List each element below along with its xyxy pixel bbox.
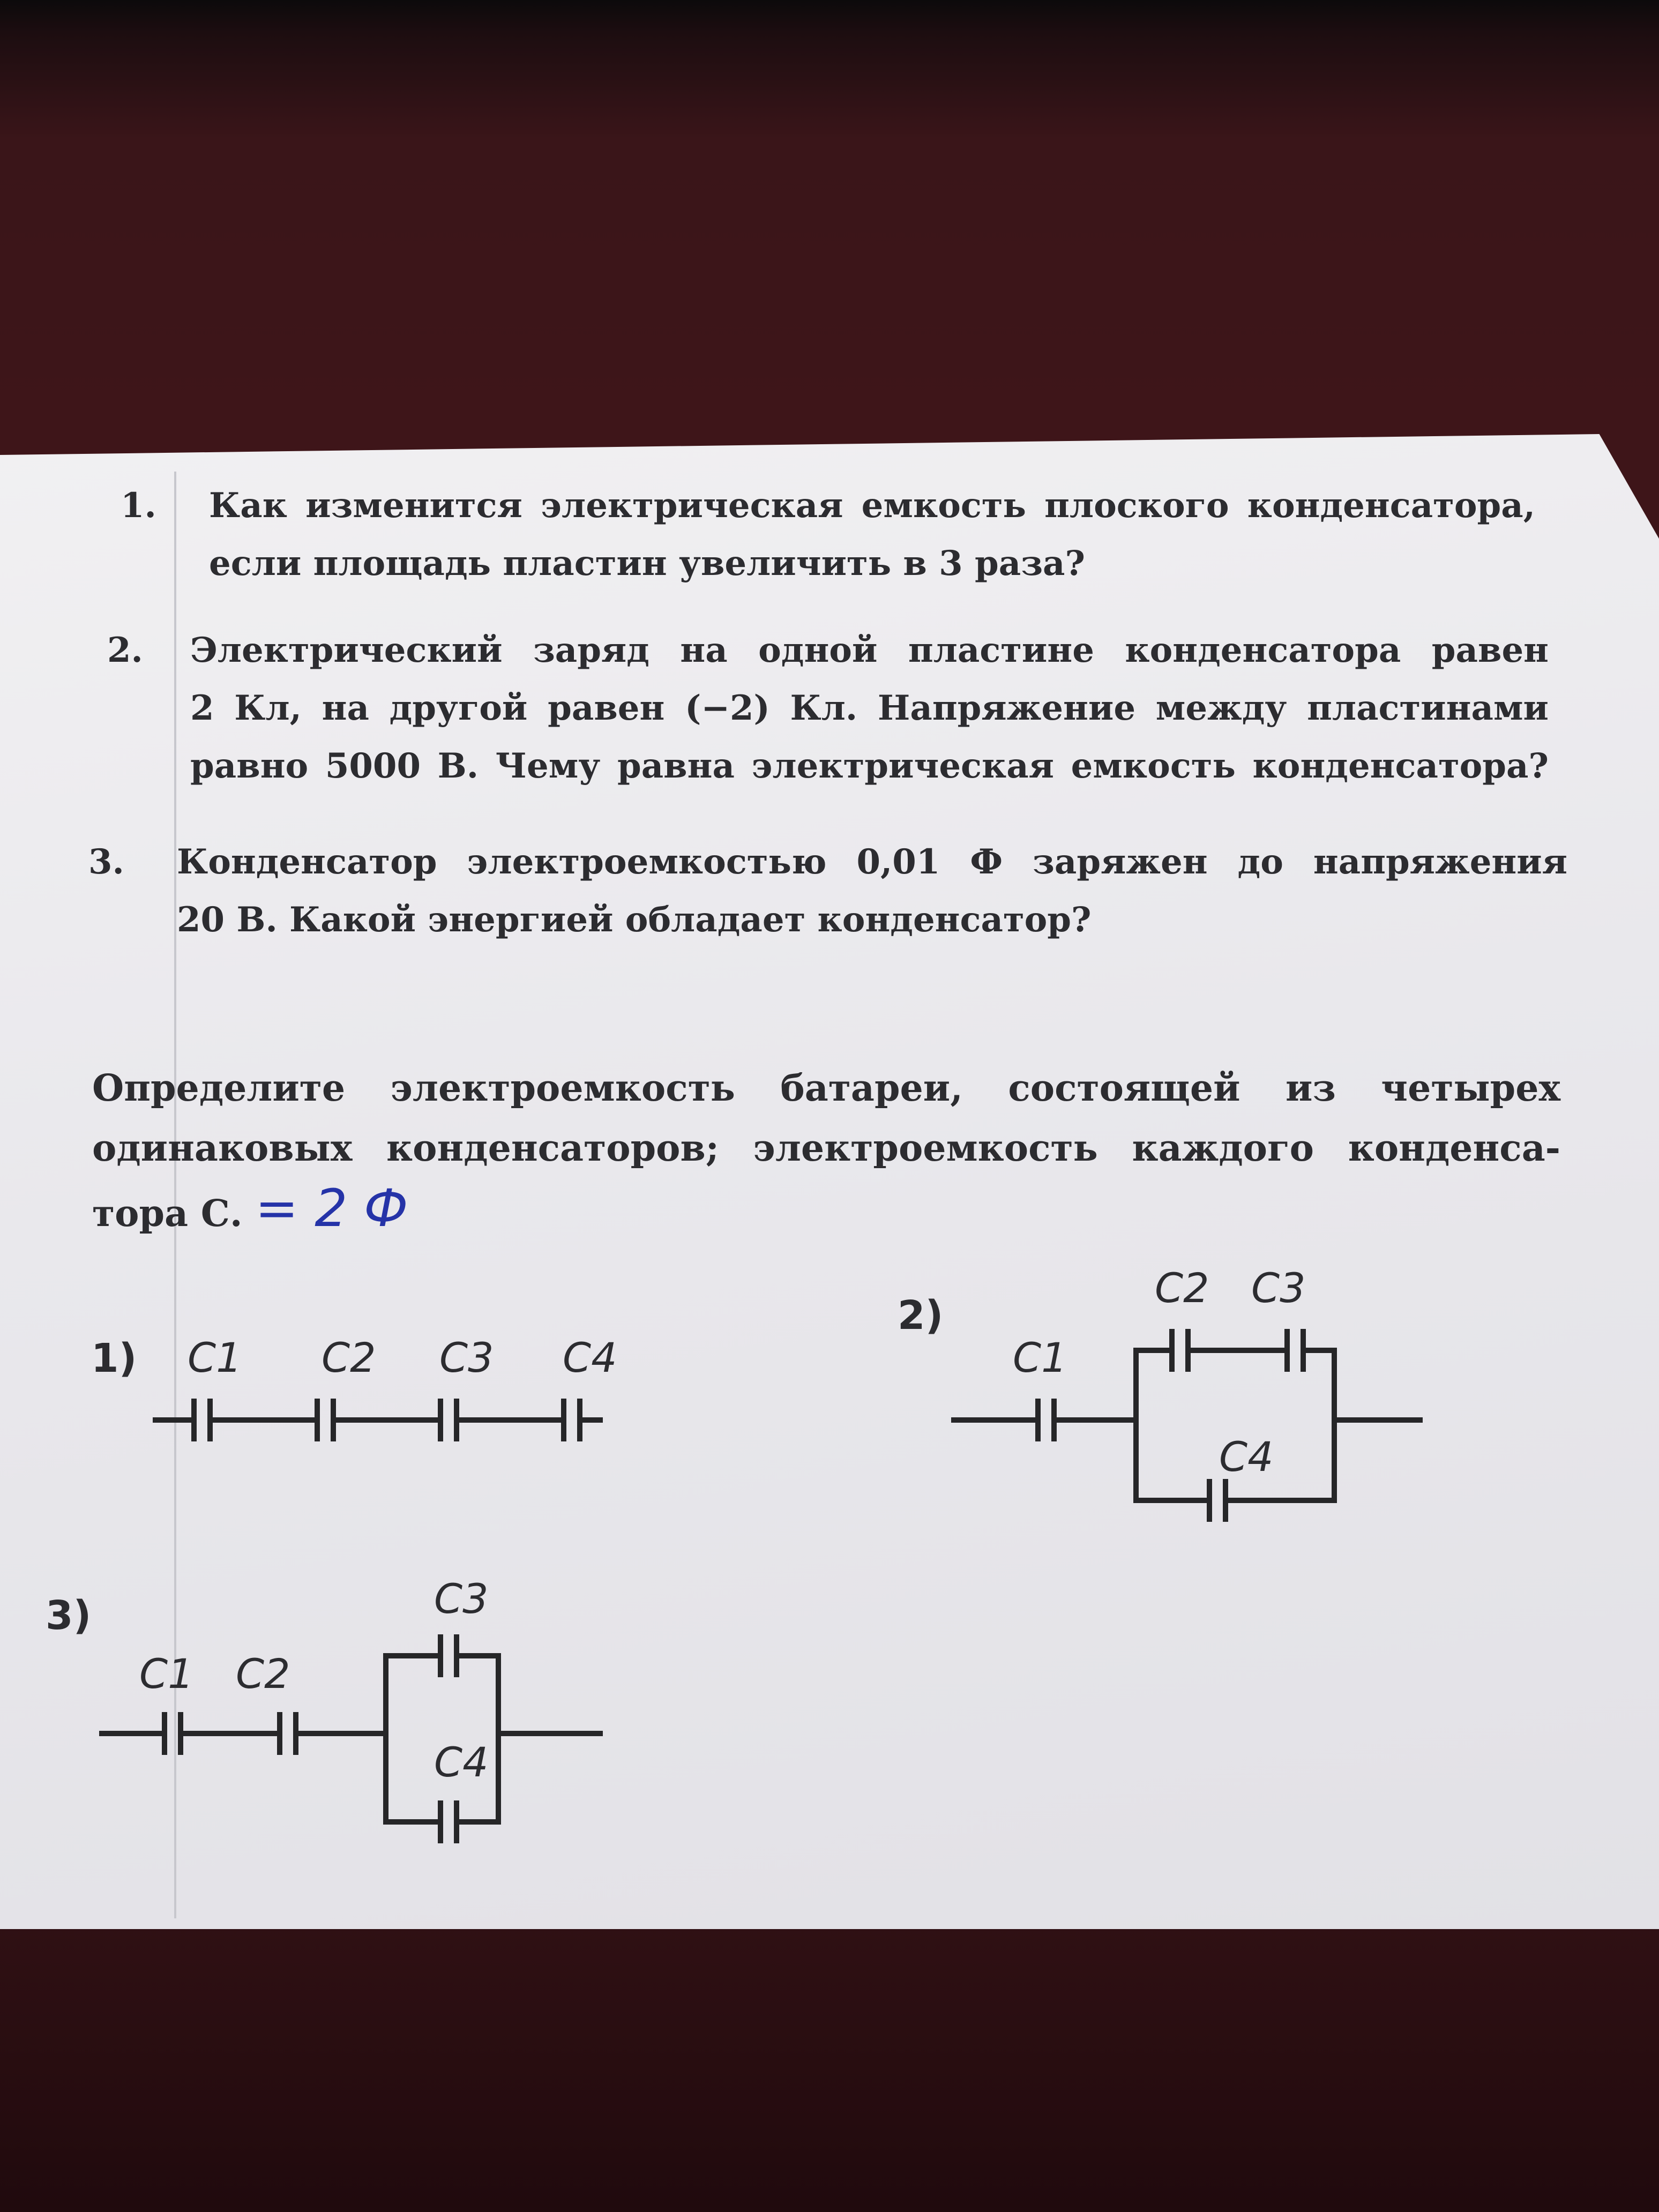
capacitor-label: C1: [139, 1650, 194, 1698]
task-text-line: одинаковых конденсаторов; электроемкость каждого конденса-: [92, 1127, 1560, 1170]
question-number: 3.: [88, 842, 124, 882]
capacitor-label: C3: [439, 1334, 494, 1381]
capacitor-label: C4: [563, 1334, 617, 1381]
question-text-line: 20 В. Какой энергией обладает конденсатор?: [177, 900, 1092, 940]
question-text-line: если площадь пластин увеличить в 3 раза?: [209, 543, 1085, 584]
question-number: 1.: [121, 485, 156, 526]
capacitor-label: C3: [1251, 1264, 1306, 1312]
question-text-line: Как изменится электрическая емкость плоского конденсатора,: [209, 485, 1535, 526]
handwritten-answer: = 2 Ф: [255, 1178, 408, 1238]
question-text-line: Электрический заряд на одной пластине конденсатора равен: [190, 630, 1549, 670]
capacitor-label: C2: [322, 1334, 376, 1381]
question-text-line: Конденсатор электроемкостью 0,01 Ф заряжен до напряжения: [177, 842, 1567, 882]
task-text-end: тора С.: [92, 1192, 243, 1235]
task-text-line: Определите электроемкость батареи, состоящей из четырех: [92, 1067, 1560, 1110]
circuit-2: [898, 1264, 1420, 1519]
capacitor-label: C2: [1155, 1264, 1209, 1312]
capacitor-label: C4: [434, 1738, 489, 1786]
circuit-1: [91, 1334, 617, 1439]
capacitor-label: C4: [1219, 1433, 1274, 1481]
capacitor-label: C3: [434, 1575, 489, 1623]
question-text-line: 2 Кл, на другой равен (−2) Кл. Напряжение между пластинами: [190, 688, 1549, 728]
capacitor-label: C1: [1013, 1334, 1067, 1381]
question-text-line: равно 5000 В. Чему равна электрическая емкость конденсатора?: [190, 746, 1549, 786]
circuit-label: 1): [91, 1335, 137, 1381]
circuit-label: 2): [898, 1292, 944, 1339]
circuit-3: [46, 1575, 600, 1841]
capacitor-label: C1: [188, 1334, 242, 1381]
capacitor-label: C2: [236, 1650, 290, 1698]
question-number: 2.: [107, 630, 143, 670]
circuit-label: 3): [46, 1593, 92, 1639]
